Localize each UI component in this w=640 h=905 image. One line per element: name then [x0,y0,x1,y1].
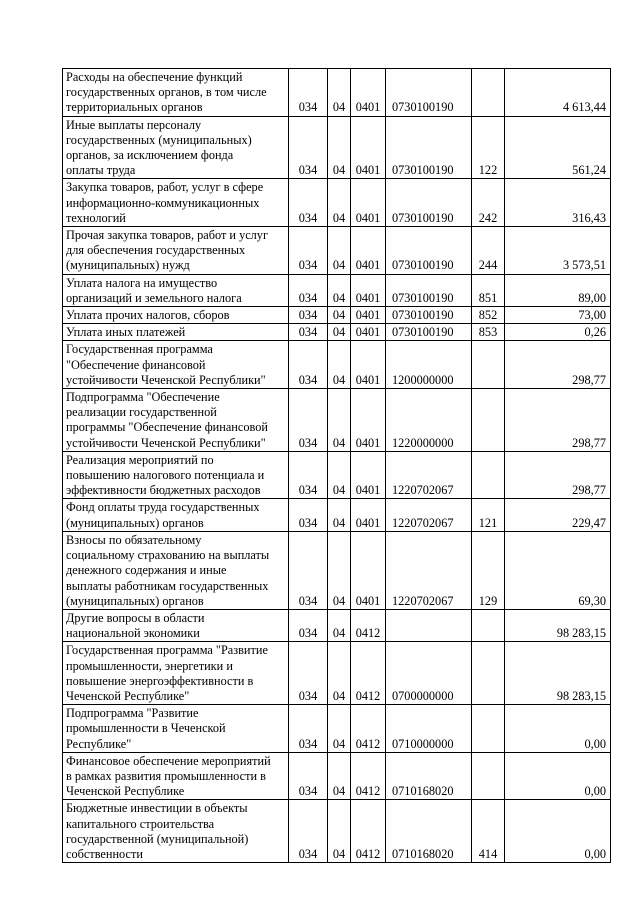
cell-rz: 04 [328,752,351,800]
table-row [63,642,611,705]
cell-csr: 0710168020 [386,800,472,863]
cell-sum: 0,00 [505,752,611,800]
cell-pr: 0412 [351,752,386,800]
cell-rz: 04 [328,274,351,306]
cell-pr: 0412 [351,609,386,641]
cell-vr: 853 [472,324,505,341]
cell-sum: 298,77 [505,341,611,389]
budget-page [62,68,610,863]
cell-ved: 034 [289,389,328,452]
cell-csr: 0730100190 [386,227,472,275]
cell-vr: 851 [472,274,505,306]
table-row [63,227,611,275]
cell-name: Уплата иных платежей [63,324,289,341]
cell-name: Иные выплаты персоналу государственных (муниципальных) органов, за исключением фонда оплаты труда [63,116,289,179]
cell-rz: 04 [328,451,351,499]
cell-pr: 0401 [351,341,386,389]
cell-name: Подпрограмма "Обеспечение реализации государственной программы "Обеспечение финансовой устойчивости Чеченской Республики" [63,389,289,452]
cell-csr: 1220702067 [386,451,472,499]
cell-csr: 0730100190 [386,324,472,341]
cell-vr: 122 [472,116,505,179]
cell-name: Финансовое обеспечение мероприятий в рамках развития промышленности в Чеченской Республике [63,752,289,800]
cell-pr: 0401 [351,227,386,275]
cell-sum: 98 283,15 [505,642,611,705]
cell-pr: 0412 [351,705,386,753]
table-row [63,705,611,753]
cell-name: Взносы по обязательному социальному страхованию на выплаты денежного содержания и иные выплаты работникам государственных (муниципальных) органов [63,531,289,609]
cell-csr: 1220702067 [386,531,472,609]
cell-rz: 04 [328,642,351,705]
cell-rz: 04 [328,179,351,227]
cell-ved: 034 [289,341,328,389]
cell-csr: 0730100190 [386,274,472,306]
cell-name: Государственная программа "Обеспечение финансовой устойчивости Чеченской Республики" [63,341,289,389]
cell-pr: 0401 [351,451,386,499]
cell-csr: 1220000000 [386,389,472,452]
table-row [63,531,611,609]
cell-vr: 414 [472,800,505,863]
cell-sum: 316,43 [505,179,611,227]
cell-ved: 034 [289,116,328,179]
cell-csr: 0730100190 [386,69,472,117]
cell-csr [386,609,472,641]
cell-vr [472,341,505,389]
cell-pr: 0401 [351,531,386,609]
cell-csr: 0730100190 [386,307,472,324]
cell-rz: 04 [328,389,351,452]
cell-ved: 034 [289,307,328,324]
cell-ved: 034 [289,752,328,800]
cell-ved: 034 [289,227,328,275]
cell-sum: 73,00 [505,307,611,324]
cell-pr: 0401 [351,69,386,117]
cell-rz: 04 [328,800,351,863]
cell-name: Фонд оплаты труда государственных (муниципальных) органов [63,499,289,531]
cell-name: Бюджетные инвестиции в объекты капитального строительства государственной (муниципальной) собственности [63,800,289,863]
cell-vr: 242 [472,179,505,227]
cell-sum: 298,77 [505,451,611,499]
cell-vr [472,69,505,117]
cell-pr: 0412 [351,800,386,863]
cell-pr: 0401 [351,307,386,324]
cell-sum: 0,00 [505,800,611,863]
cell-pr: 0401 [351,274,386,306]
cell-csr: 0730100190 [386,116,472,179]
table-row [63,609,611,641]
cell-vr: 244 [472,227,505,275]
cell-name: Расходы на обеспечение функций государственных органов, в том числе территориальных органов [63,69,289,117]
cell-ved: 034 [289,609,328,641]
table-row [63,324,611,341]
table-row [63,451,611,499]
cell-ved: 034 [289,179,328,227]
cell-csr: 1200000000 [386,341,472,389]
cell-sum: 229,47 [505,499,611,531]
cell-ved: 034 [289,531,328,609]
cell-rz: 04 [328,116,351,179]
cell-name: Прочая закупка товаров, работ и услуг для обеспечения государственных (муниципальных) нужд [63,227,289,275]
cell-csr: 0700000000 [386,642,472,705]
cell-ved: 034 [289,642,328,705]
cell-rz: 04 [328,69,351,117]
cell-pr: 0401 [351,324,386,341]
table-row [63,341,611,389]
cell-ved: 034 [289,274,328,306]
cell-sum: 69,30 [505,531,611,609]
cell-csr: 0730100190 [386,179,472,227]
cell-rz: 04 [328,609,351,641]
cell-sum: 561,24 [505,116,611,179]
cell-vr: 852 [472,307,505,324]
cell-ved: 034 [289,800,328,863]
cell-pr: 0401 [351,499,386,531]
cell-sum: 4 613,44 [505,69,611,117]
cell-vr: 121 [472,499,505,531]
cell-pr: 0401 [351,179,386,227]
cell-vr: 129 [472,531,505,609]
cell-vr [472,609,505,641]
cell-name: Уплата налога на имущество организаций и земельного налога [63,274,289,306]
table-row [63,389,611,452]
cell-rz: 04 [328,307,351,324]
cell-vr [472,451,505,499]
cell-sum: 3 573,51 [505,227,611,275]
table-row [63,274,611,306]
cell-csr: 0710168020 [386,752,472,800]
table-row [63,307,611,324]
budget-table [62,68,611,863]
cell-sum: 89,00 [505,274,611,306]
cell-name: Подпрограмма "Развитие промышленности в Чеченской Республике" [63,705,289,753]
cell-pr: 0401 [351,116,386,179]
cell-rz: 04 [328,705,351,753]
table-row [63,179,611,227]
cell-sum: 0,26 [505,324,611,341]
cell-rz: 04 [328,499,351,531]
cell-sum: 0,00 [505,705,611,753]
cell-name: Государственная программа "Развитие промышленности, энергетики и повышение энергоэффективности в Чеченской Республике" [63,642,289,705]
cell-ved: 034 [289,324,328,341]
cell-vr [472,705,505,753]
cell-pr: 0412 [351,642,386,705]
table-row [63,116,611,179]
cell-sum: 298,77 [505,389,611,452]
cell-ved: 034 [289,69,328,117]
cell-sum: 98 283,15 [505,609,611,641]
cell-vr [472,642,505,705]
cell-pr: 0401 [351,389,386,452]
cell-rz: 04 [328,341,351,389]
table-row [63,69,611,117]
cell-name: Закупка товаров, работ, услуг в сфере информационно-коммуникационных технологий [63,179,289,227]
cell-vr [472,389,505,452]
cell-rz: 04 [328,531,351,609]
table-row [63,752,611,800]
table-row [63,800,611,863]
cell-vr [472,752,505,800]
table-row [63,499,611,531]
cell-rz: 04 [328,324,351,341]
cell-name: Уплата прочих налогов, сборов [63,307,289,324]
cell-csr: 0710000000 [386,705,472,753]
cell-name: Реализация мероприятий по повышению налогового потенциала и эффективности бюджетных расходов [63,451,289,499]
cell-ved: 034 [289,499,328,531]
cell-ved: 034 [289,451,328,499]
cell-csr: 1220702067 [386,499,472,531]
cell-ved: 034 [289,705,328,753]
cell-name: Другие вопросы в области национальной экономики [63,609,289,641]
cell-rz: 04 [328,227,351,275]
